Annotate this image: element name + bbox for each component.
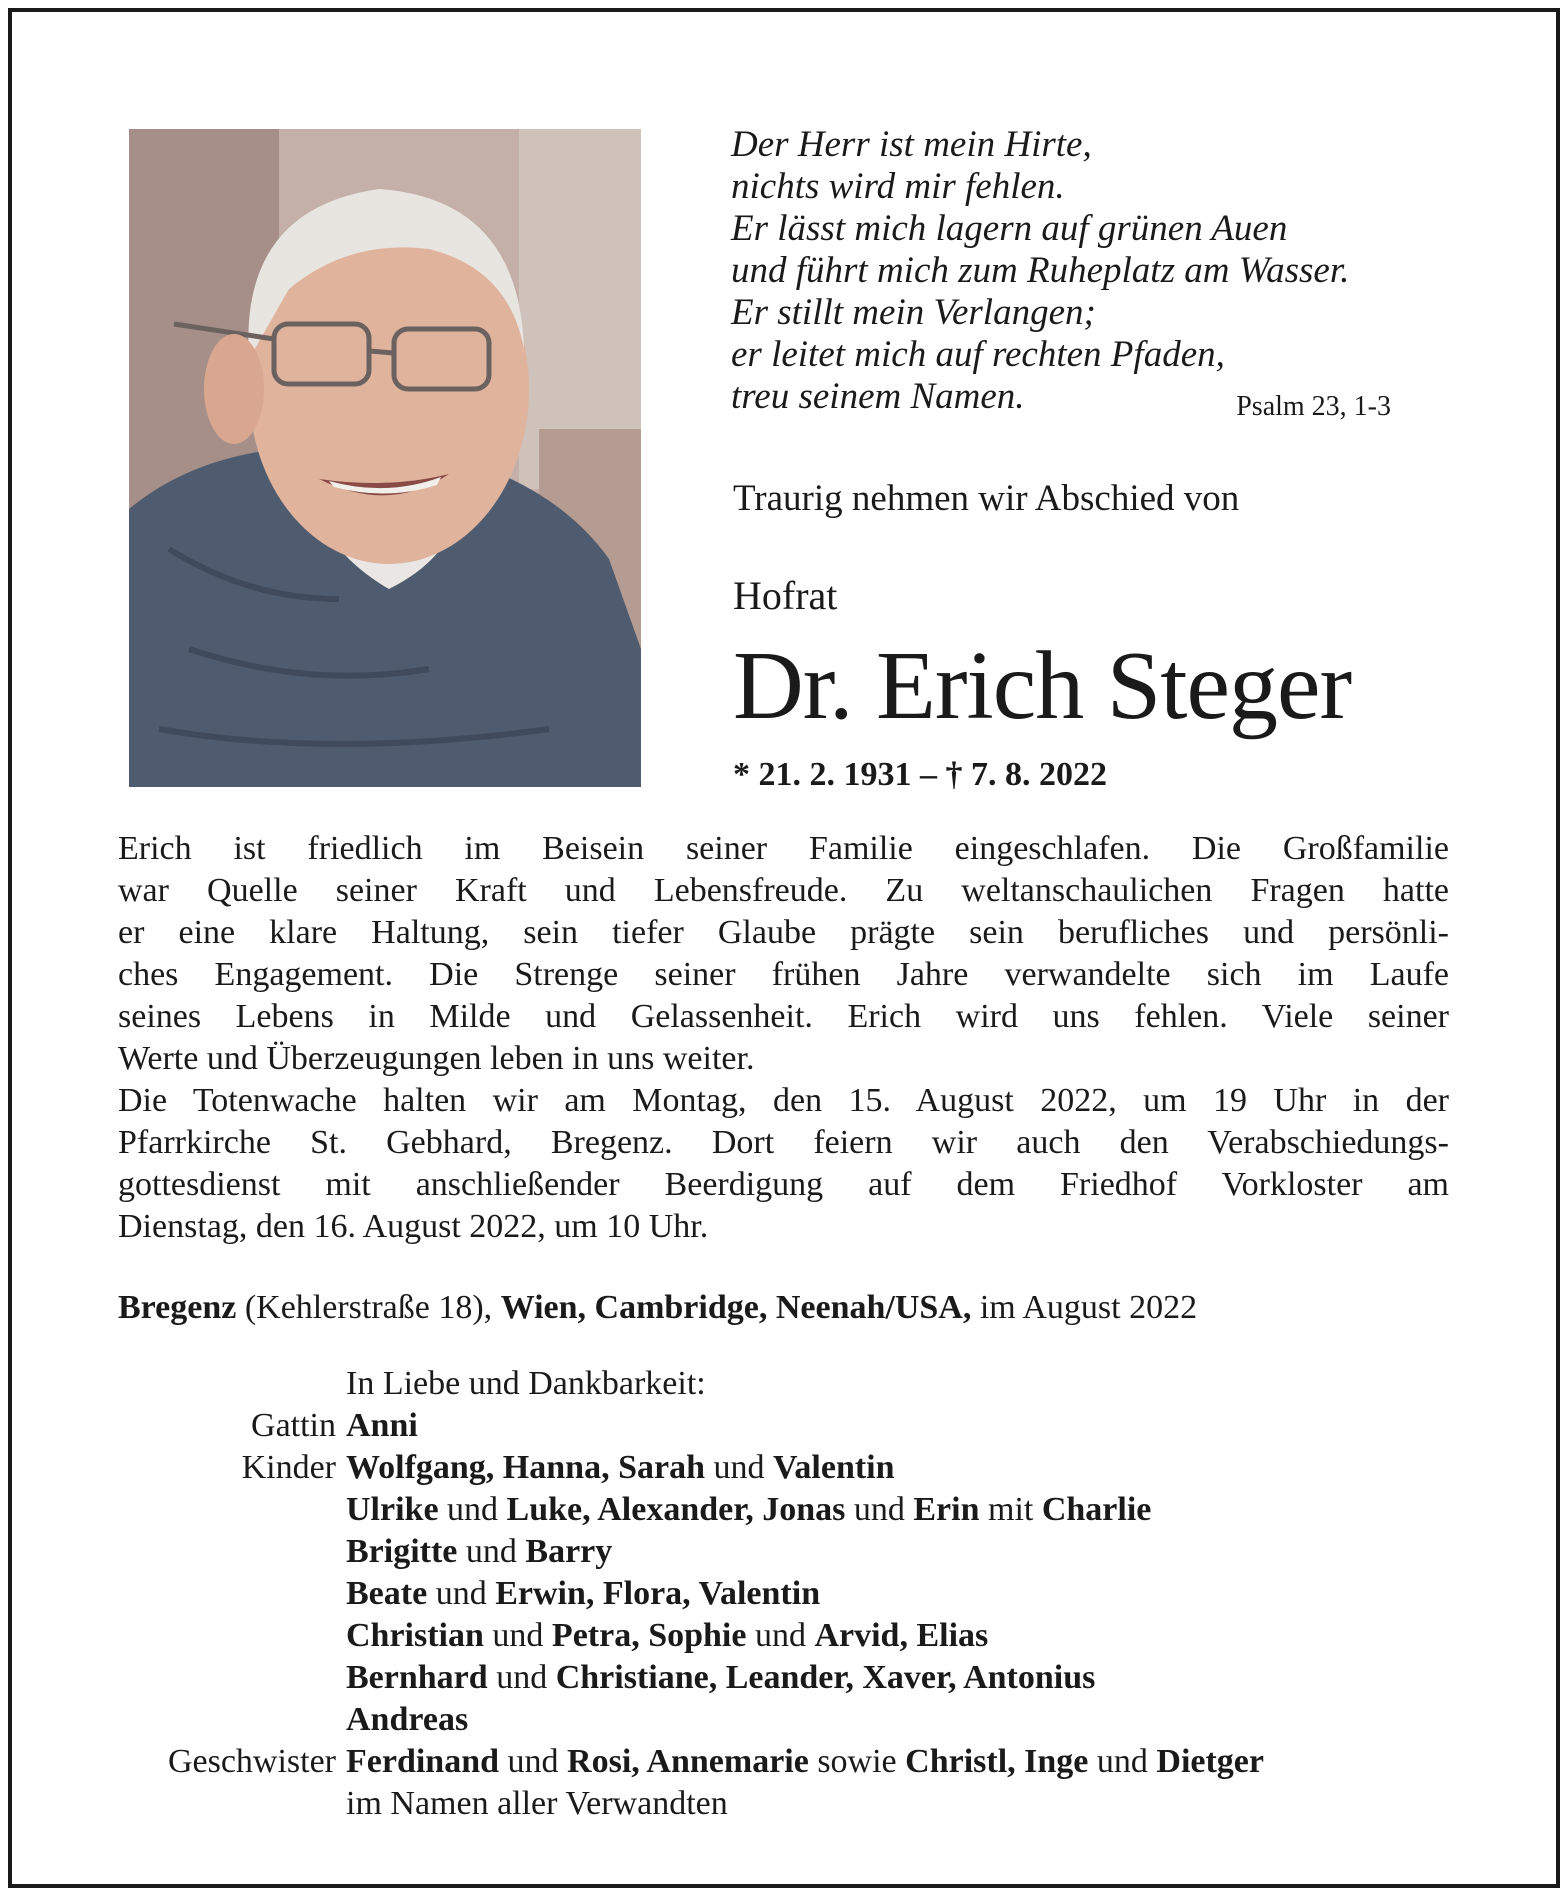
connector-text: und [438, 1491, 507, 1528]
family-name: Christiane, Leander, Xaver, Antonius [555, 1659, 1096, 1696]
verse-line: treu seinem Namen. [731, 376, 1025, 417]
family-name: Beate [346, 1575, 428, 1612]
family-name: Luke, Alexander, Jonas [506, 1491, 846, 1528]
family-name: Charlie [1041, 1491, 1152, 1528]
family-closing-row [118, 1783, 1518, 1825]
family-row-geschwister [118, 1741, 1518, 1783]
obituary-text [118, 828, 1449, 1248]
role-label: Kinder [241, 1449, 336, 1486]
place-date-line [118, 1289, 1197, 1327]
farewell-intro: Traurig nehmen wir Abschied von [733, 478, 1240, 519]
family-name: Arvid, Elias [814, 1617, 989, 1654]
obituary-line: seines Lebens in Milde und Gelassenheit. Erich wird uns fehlen. Viele seiner [118, 998, 1449, 1035]
role-label: Gattin [251, 1407, 336, 1444]
family-name: Erin [913, 1491, 980, 1528]
family-heading: In Liebe und Dankbarkeit: [346, 1365, 706, 1402]
obituary-line: er eine klare Haltung, sein tiefer Glaube prägte sein berufliches und persönli- [118, 914, 1449, 951]
verse-line: Er stillt mein Verlangen; [731, 292, 1096, 333]
connector-text: sowie [808, 1743, 906, 1780]
connector-text: und [499, 1743, 568, 1780]
family-row [118, 1699, 1518, 1741]
psalm-verse [731, 124, 1391, 422]
obituary-line: gottesdienst mit anschließender Beerdigung auf dem Friedhof Vorkloster am [118, 1166, 1449, 1203]
obituary-line: Pfarrkirche St. Gebhard, Bregenz. Dort feiern wir auch den Verabschiedungs- [118, 1124, 1449, 1161]
obituary-line: Erich ist friedlich im Beisein seiner Familie eingeschlafen. Die Großfamilie [118, 830, 1449, 867]
verse-line: Der Herr ist mein Hirte, [731, 124, 1092, 165]
family-list [118, 1363, 1518, 1825]
obituary-line: war Quelle seiner Kraft und Lebensfreude. Zu weltanschaulichen Fragen hatte [118, 872, 1449, 909]
verse-line: er leitet mich auf rechten Pfaden, [731, 334, 1225, 375]
connector-text: und [483, 1617, 552, 1654]
place-city: Bregenz [118, 1289, 237, 1326]
family-row [118, 1531, 1518, 1573]
place-address: (Kehlerstraße 18), [236, 1289, 501, 1326]
family-name: Rosi, Annemarie [567, 1743, 809, 1780]
family-name: Valentin [772, 1449, 895, 1486]
obituary-line: Die Totenwache halten wir am Montag, den 15. August 2022, um 19 Uhr in der [118, 1082, 1449, 1119]
psalm-reference: Psalm 23, 1-3 [1236, 391, 1391, 422]
family-row [118, 1573, 1518, 1615]
family-name: Anni [346, 1407, 418, 1444]
family-name: Wolfgang, Hanna, Sarah [346, 1449, 705, 1486]
connector-text: und [704, 1449, 773, 1486]
family-row [118, 1657, 1518, 1699]
family-name: Ferdinand [346, 1743, 500, 1780]
verse-line: Er lässt mich lagern auf grünen Auen [731, 208, 1288, 249]
family-name: Erwin, Flora, Valentin [495, 1575, 821, 1612]
family-row-gattin [118, 1405, 1518, 1447]
family-name: Ulrike [346, 1491, 439, 1528]
family-closing: im Namen aller Verwandten [346, 1785, 728, 1822]
deceased-title: Hofrat [733, 573, 838, 618]
family-row-kinder [118, 1447, 1518, 1489]
family-row [118, 1615, 1518, 1657]
connector-text: und [845, 1491, 914, 1528]
connector-text: mit [979, 1491, 1042, 1528]
family-name: Christl, Inge [905, 1743, 1089, 1780]
connector-text: und [1088, 1743, 1157, 1780]
family-name: Bernhard [346, 1659, 488, 1696]
portrait-illustration [129, 129, 641, 787]
obituary-line: Werte und Überzeugungen leben in uns weiter. [118, 1040, 755, 1077]
obituary-line: ches Engagement. Die Strenge seiner frühen Jahre verwandelte sich im Laufe [118, 956, 1449, 993]
connector-text: und [487, 1659, 556, 1696]
verse-line: nichts wird mir fehlen. [731, 166, 1065, 207]
family-name: Christian [346, 1617, 484, 1654]
verse-line: und führt mich zum Ruheplatz am Wasser. [731, 250, 1350, 291]
deceased-name: Dr. Erich Steger [733, 632, 1352, 740]
life-dates: * 21. 2. 1931 – † 7. 8. 2022 [733, 756, 1107, 793]
family-name: Andreas [346, 1701, 469, 1738]
family-name: Brigitte [346, 1533, 458, 1570]
family-name: Barry [525, 1533, 613, 1570]
family-heading-row [118, 1363, 1518, 1405]
family-name: Petra, Sophie [551, 1617, 747, 1654]
connector-text: und [427, 1575, 496, 1612]
place-date: im August 2022 [971, 1289, 1198, 1326]
family-row [118, 1489, 1518, 1531]
connector-text: und [457, 1533, 526, 1570]
place-cities: Wien, Cambridge, Neenah/USA, [500, 1289, 972, 1326]
obituary-line: Dienstag, den 16. August 2022, um 10 Uhr. [118, 1208, 709, 1245]
role-label: Geschwister [167, 1743, 336, 1780]
portrait-photo [129, 129, 641, 787]
family-name: Dietger [1156, 1743, 1264, 1780]
connector-text: und [746, 1617, 815, 1654]
